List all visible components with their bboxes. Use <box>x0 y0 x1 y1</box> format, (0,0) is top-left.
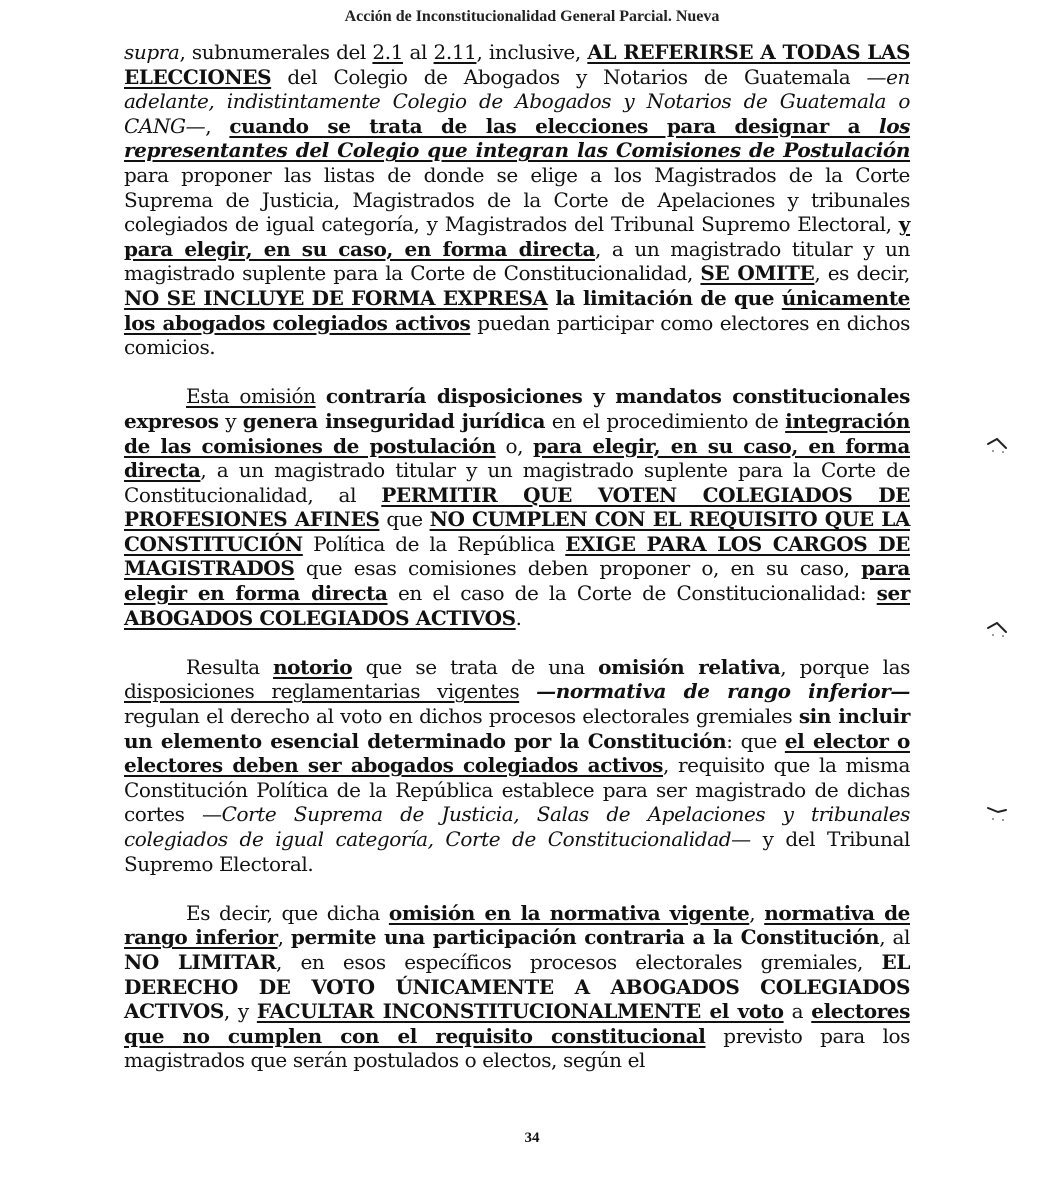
text-run: —Corte Suprema de Justicia, Salas de Apelaciones y tribunales colegiados de igual categoría, Corte de Constitucionalidad— <box>124 802 910 851</box>
text-run: FACULTAR INCONSTITUCIONALMENTE el voto <box>256 999 784 1024</box>
text-run: los representantes del Colegio que integran las Comisiones de Postulación <box>124 113 910 163</box>
pencil-tick-mark-icon <box>986 804 1008 822</box>
text-run: , en esos específicos procesos electorales gremiales, <box>276 949 882 974</box>
text-run: permite una participación contraria a la Constitución <box>290 925 880 950</box>
text-run: , a un magistrado titular y un magistrado suplente para la Corte de Constitucionalidad, al <box>124 458 910 507</box>
text-run: Es decir, que dicha <box>186 900 389 925</box>
text-run: para elegir, en su caso, en forma directa <box>124 433 910 483</box>
text-run: únicamente los abogados colegiados activos <box>124 285 910 335</box>
text-run: en el caso de la Corte de Constitucionalidad: <box>387 581 877 606</box>
text-run: : que <box>726 728 785 753</box>
text-run: PERMITIR QUE VOTEN COLEGIADOS DE PROFESIONES AFINES <box>124 482 910 532</box>
text-run: NO LIMITAR <box>124 949 277 974</box>
page-header: Acción de Inconstitucionalidad General Parcial. Nueva <box>344 8 720 25</box>
pencil-tick-mark-icon <box>986 620 1008 638</box>
body-paragraph <box>124 40 910 360</box>
text-run: , y <box>223 999 257 1024</box>
text-run: que esas comisiones deben proponer o, en su caso, <box>294 556 862 581</box>
text-run: genera inseguridad jurídica <box>242 408 546 433</box>
text-run: omisión en la normativa vigente <box>388 900 750 925</box>
text-run: AL REFERIRSE A TODAS LAS ELECCIONES <box>124 40 911 89</box>
text-run: , <box>205 113 230 138</box>
text-run: 2.1 <box>372 40 404 64</box>
text-run: Resulta <box>186 654 274 679</box>
text-run: Política de la República <box>302 531 566 556</box>
text-run: o, <box>495 433 534 458</box>
text-run: regulan el derecho al voto en dichos procesos electorales gremiales <box>124 704 799 729</box>
text-run: , al <box>879 925 911 950</box>
text-run: para proponer las listas de donde se elige a los Magistrados de la Corte Suprema de Justicia, Magistrados de la Corte de Apelaciones y tribunales colegiados de igual categoría, y Magistrados del Tribunal Supremo Electoral, <box>124 162 910 237</box>
text-run: cuando se trata de las elecciones para designar a <box>229 113 879 138</box>
body-paragraph <box>124 384 910 630</box>
page-number: 34 <box>524 1130 540 1146</box>
text-run <box>519 679 536 703</box>
text-run: contraría disposiciones y mandatos constitucionales expresos <box>124 384 910 433</box>
text-run: , subnumerales del <box>179 40 373 64</box>
text-run: para elegir en forma directa <box>124 556 910 606</box>
text-run <box>316 384 326 408</box>
text-run: y <box>218 408 243 433</box>
text-run: , porque las <box>780 654 911 679</box>
text-run: supra <box>124 40 180 64</box>
pencil-tick-mark-icon <box>986 436 1008 454</box>
text-run: EL DERECHO DE VOTO ÚNICAMENTE A ABOGADOS COLEGIADOS ACTIVOS <box>124 949 910 1024</box>
text-run: —en adelante, indistintamente Colegio de Abogados y Notarios de Guatemala o CANG— <box>124 64 910 138</box>
text-run: previsto para los magistrados que serán postulados o electos, según el <box>124 1023 910 1073</box>
text-run: puedan participar como electores en dichos comicios. <box>124 310 910 360</box>
text-run: EXIGE PARA LOS CARGOS DE MAGISTRADOS <box>124 531 911 581</box>
text-run: y para elegir, en su caso, en forma directa <box>124 212 910 261</box>
document-body <box>124 40 910 1098</box>
text-run: integración de las comisiones de postulación <box>124 408 910 458</box>
text-run: electores que no cumplen con el requisito constitucional <box>124 999 910 1048</box>
text-run: sin incluir un elemento esencial determinado por la Constitución <box>124 704 911 753</box>
text-run: 2.11 <box>433 40 477 64</box>
text-run: , <box>749 900 765 925</box>
text-run: el elector o electores deben ser abogados colegiados activos <box>124 728 910 778</box>
text-run: la limitación de que <box>547 285 782 310</box>
text-run: , es decir, <box>814 261 911 286</box>
text-run: disposiciones reglamentarias vigentes <box>124 679 520 704</box>
text-run: , <box>277 925 291 950</box>
text-run: y del Tribunal Supremo Electoral. <box>124 827 910 876</box>
text-run: al <box>403 40 434 64</box>
text-run: a <box>783 999 812 1024</box>
text-run: NO CUMPLEN CON EL REQUISITO QUE LA CONSTITUCIÓN <box>124 507 910 556</box>
text-run: Esta omisión <box>186 384 316 409</box>
body-paragraph <box>124 901 910 1073</box>
text-run: que se trata de una <box>352 654 599 679</box>
text-run: , requisito que la misma Constitución Política de la República establece para ser magistrado de dichas cortes <box>124 753 910 827</box>
text-run: omisión relativa <box>598 654 781 679</box>
text-run: notorio <box>273 654 353 679</box>
text-run: que <box>379 507 430 532</box>
text-run: , a un magistrado titular y un magistrado suplente para la Corte de Constitucionalidad, <box>124 236 910 286</box>
text-run: . <box>515 605 522 630</box>
text-run: normativa de rango inferior <box>124 900 911 950</box>
text-run: SE OMITE <box>700 261 815 286</box>
body-paragraph <box>124 655 910 876</box>
text-run: en el procedimiento de <box>545 408 786 433</box>
text-run: NO SE INCLUYE DE FORMA EXPRESA <box>124 285 548 310</box>
text-run: del Colegio de Abogados y Notarios de Guatemala <box>271 64 867 89</box>
text-run: , inclusive, <box>476 40 588 64</box>
text-run: —normativa de rango inferior— <box>536 679 910 704</box>
text-run: ser ABOGADOS COLEGIADOS ACTIVOS <box>124 581 910 630</box>
